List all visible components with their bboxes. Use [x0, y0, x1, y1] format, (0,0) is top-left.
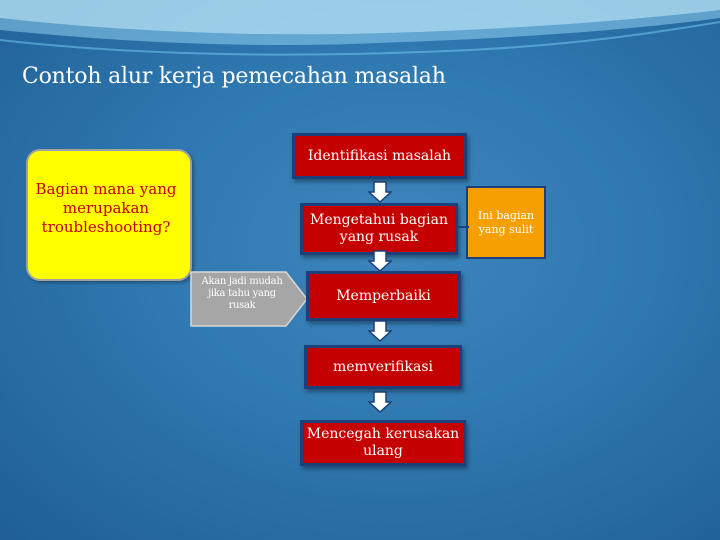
- step-repair: [306, 271, 461, 321]
- step-repair-label: Memperbaiki: [336, 287, 431, 304]
- step-identify: [292, 133, 467, 179]
- down-arrow-icon: [368, 391, 392, 413]
- step-prevent: [300, 420, 466, 466]
- down-arrow-icon: [368, 181, 392, 203]
- down-arrow-icon: [368, 250, 392, 272]
- step-find-broken-label: Mengetahui bagian yang rusak: [310, 212, 448, 245]
- callout-connector: [455, 222, 469, 232]
- easier-callout-text: Akan jadi mudah jika tahu yang rusak: [201, 276, 283, 311]
- step-verify: [304, 345, 462, 389]
- slide-title: Contoh alur kerja pemecahan masalah: [22, 64, 446, 89]
- hard-part-callout-text: Ini bagian yang sulit: [477, 209, 535, 236]
- step-verify-label: memverifikasi: [332, 358, 434, 375]
- down-arrow-icon: [368, 320, 392, 342]
- step-prevent-label: Mencegah kerusakan ulang: [306, 426, 460, 459]
- step-find-broken: [300, 203, 458, 255]
- hard-part-callout: [466, 186, 546, 259]
- question-callout-text: Bagian mana yang merupakan troubleshooting?: [35, 180, 177, 236]
- step-identify-label: Identifikasi masalah: [307, 147, 452, 164]
